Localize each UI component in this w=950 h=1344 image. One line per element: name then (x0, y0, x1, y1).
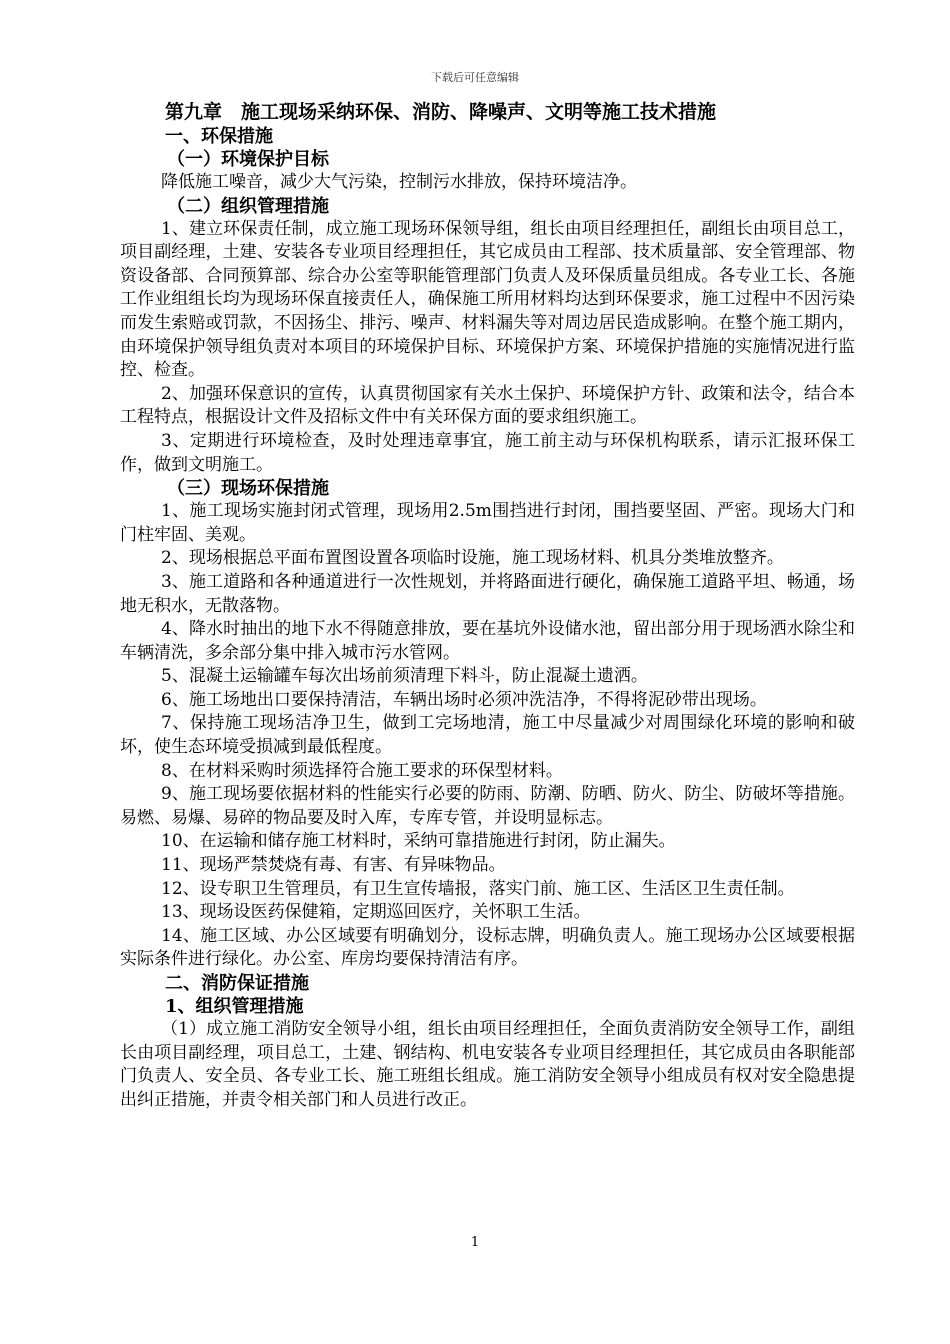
section-heading: 一、环保措施 (165, 126, 273, 147)
paragraph: （1）成立施工消防安全领导小组，组长由项目经理担任，全面负责消防安全领导工作，副组长由项目副经理，项目总工，土建、钢结构、机电安装各专业项目经理担任，其它成员由各职能部门负责人、安全员、各专业工长、施工班组长组成。施工消防安全领导小组成员有权对安全隐患提出纠正措施，并责令相关部门和人员进行改正。 (120, 1019, 855, 1110)
subsection-heading: （二）组织管理措施 (167, 195, 329, 217)
paragraph: 1、施工现场实施封闭式管理，现场用2.5m围挡进行封闭，围挡要坚固、严密。现场大门和门柱牢固、美观。 (120, 501, 855, 545)
paragraph: 10、在运输和储存施工材料时，采纳可靠措施进行封闭，防止漏失。 (161, 831, 676, 852)
document-body (120, 100, 855, 1112)
paragraph: 2、加强环保意识的宣传，认真贯彻国家有关水土保护、环境保护方针、政策和法令，结合本工程特点，根据设计文件及招标文件中有关环保方面的要求组织施工。 (120, 383, 855, 428)
paragraph: 7、保持施工现场洁净卫生，做到工完场地清，施工中尽量减少对周围绿化环境的影响和破坏，使生态环境受损减到最低程度。 (120, 713, 855, 758)
paragraph: 12、设专职卫生管理员，有卫生宣传墙报，落实门前、施工区、生活区卫生责任制。 (161, 878, 795, 899)
paragraph: 4、降水时抽出的地下水不得随意排放，要在基坑外设储水池，留出部分用于现场洒水除尘和车辆清洗，多余部分集中排入城市污水管网。 (120, 619, 855, 663)
paragraph: 2、现场根据总平面布置图设置各项临时设施，施工现场材料、机具分类堆放整齐。 (161, 548, 784, 569)
paragraph: 3、施工道路和各种通道进行一次性规划，并将路面进行硬化，确保施工道路平坦、畅通，场地无积水，无散落物。 (120, 571, 855, 616)
paragraph: 3、定期进行环境检查，及时处理违章事宜，施工前主动与环保机构联系，请示汇报环保工作，做到文明施工。 (120, 430, 855, 475)
section-heading: 1、组织管理措施 (165, 996, 304, 1017)
paragraph: 降低施工噪音，减少大气污染，控制污水排放，保持环境洁净。 (161, 172, 637, 192)
chapter-title: 第九章 施工现场采纳环保、消防、降噪声、文明等施工技术措施 (165, 101, 717, 123)
paragraph: 11、现场严禁焚烧有毒、有害、有异味物品。 (161, 855, 506, 876)
paragraph: 9、施工现场要依据材料的性能实行必要的防雨、防潮、防晒、防火、防尘、防破坏等措施。易燃、易爆、易碎的物品要及时入库，专库专管，并设明显标志。 (120, 784, 855, 828)
section-heading: 二、消防保证措施 (165, 973, 309, 994)
paragraph: 8、在材料采购时须选择符合施工要求的环保型材料。 (161, 760, 563, 781)
subsection-heading: （一）环境保护目标 (167, 149, 329, 170)
paragraph: 1、建立环保责任制，成立施工现场环保领导组，组长由项目经理担任，副组长由项目总工，项目副经理，土建、安装各专业项目经理担任，其它成员由工程部、技术质量部、安全管理部、物资设备部、合同预算部、综合办公室等职能管理部门负责人及环保质量员组成。各专业工长、各施工作业组组长均为现场环保直接责任人，确保施工所用材料均达到环保要求，施工过程中不因污染而发生索赔或罚款，不因扬尘、排污、噪声、材料漏失等对周边居民造成影响。在整个施工期内，由环境保护领导组负责对本项目的环境保护目标、环境保护方案、环境保护措施的实施情况进行监控、检查。 (120, 218, 855, 381)
paragraph: 5、混凝土运输罐车每次出场前须清理下料斗，防止混凝土遗洒。 (161, 666, 648, 687)
page-header: 下载后可任意编辑 (431, 71, 519, 84)
paragraph: 14、施工区域、办公区域要有明确划分，设标志牌，明确负责人。施工现场办公区域要根据实际条件进行绿化。办公室、库房均要保持清洁有序。 (120, 925, 855, 970)
page-number: 1 (470, 1235, 480, 1250)
paragraph: 6、施工场地出口要保持清洁，车辆出场时必须冲洗洁净，不得将泥砂带出现场。 (161, 689, 767, 710)
subsection-heading: （三）现场环保措施 (167, 478, 329, 500)
paragraph: 13、现场设医药保健箱，定期巡回医疗，关怀职工生活。 (161, 902, 591, 923)
